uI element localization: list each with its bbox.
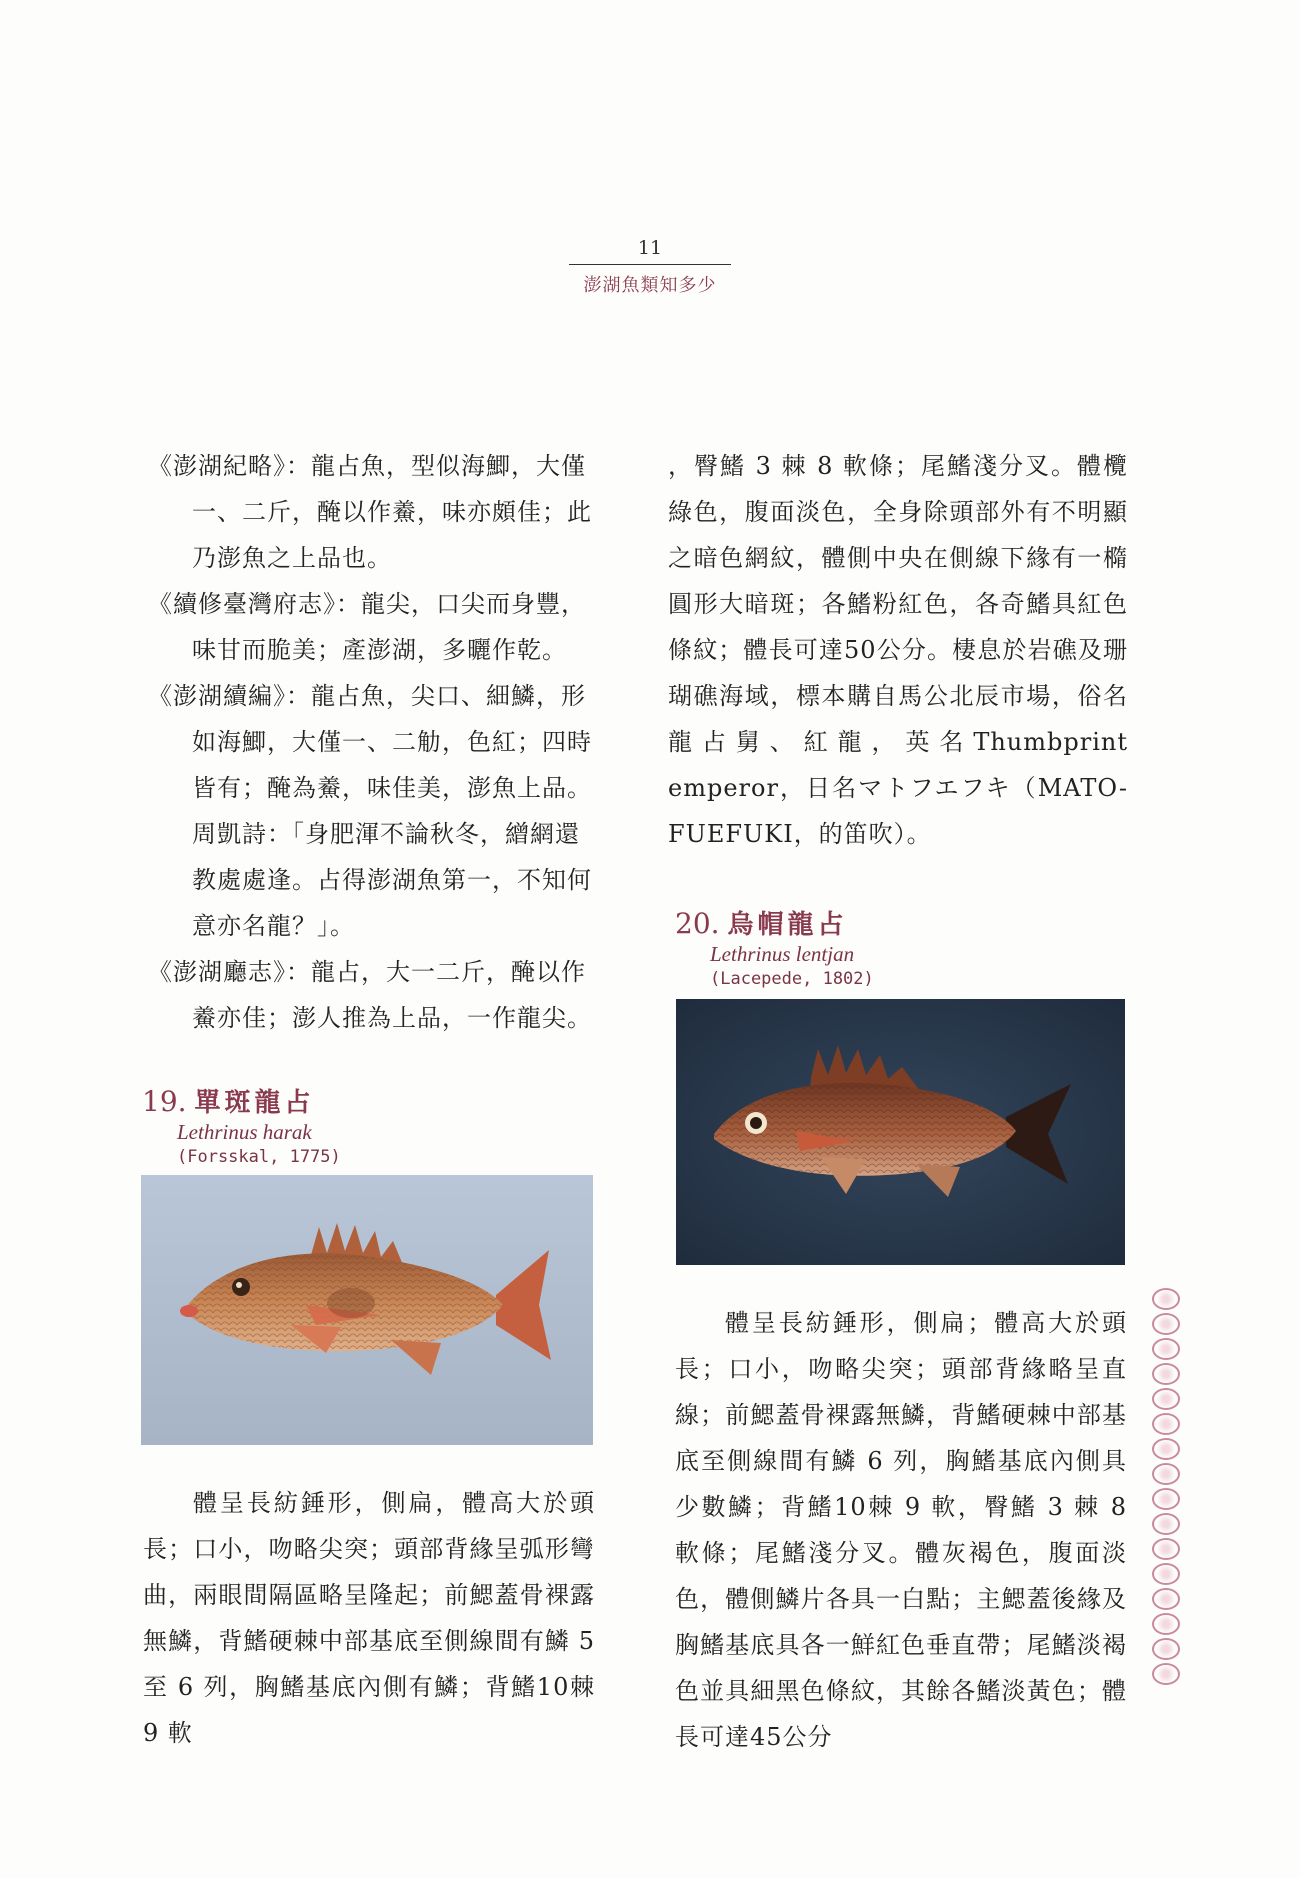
fish-photo-lethrinus-lentjan bbox=[676, 999, 1125, 1265]
fish-photo-icon bbox=[676, 999, 1125, 1265]
fish-photo-lethrinus-harak bbox=[141, 1175, 593, 1445]
reference-entry: 《澎湖廳志》：龍占，大一二斤，醃以作鯗亦佳；澎人推為上品，一作龍尖。 bbox=[148, 958, 592, 1032]
species-chinese-name: 烏帽龍占 bbox=[727, 910, 848, 940]
species-19-heading bbox=[142, 1082, 341, 1169]
running-title: 澎湖魚類知多少 bbox=[583, 275, 717, 296]
reference-entry: 《澎湖續編》：龍占魚，尖口、細鱗，形如海鯽，大僅一、二觔，色紅；四時皆有；醃為鯗，味佳美，澎魚上品。周凱詩：「身肥渾不論秋冬，繒網還教處處逢。占得澎湖魚第一，不知何意亦名龍？」。 bbox=[148, 682, 592, 940]
fish-photo-icon bbox=[141, 1175, 593, 1445]
species-scientific-name: Lethrinus lentjan bbox=[710, 942, 855, 966]
page-header bbox=[0, 236, 1300, 297]
reference-entry: 《澎湖紀略》：龍占魚，型似海鯽，大僅一、二斤，醃以作鯗，味亦頗佳；此乃澎魚之上品也。 bbox=[148, 452, 592, 572]
species-scientific-name: Lethrinus harak bbox=[177, 1120, 312, 1144]
right-column bbox=[668, 443, 1128, 857]
species-number: 20. bbox=[675, 907, 720, 940]
species-19-description bbox=[143, 1480, 595, 1756]
species-authority: (Forsskal, 1775) bbox=[177, 1147, 341, 1167]
left-column bbox=[148, 443, 596, 1041]
description-text: 體呈長紡錘形，側扁，體高大於頭長；口小，吻略尖突；頭部背緣呈弧形彎曲，兩眼間隔區略呈隆起；前鰓蓋骨裸露無鱗，背鰭硬棘中部基底至側線間有鱗 5 至 6 列，胸鰭基底內側有鱗；背鰭10棘 9 軟 bbox=[143, 1489, 595, 1747]
bead-chain-ornament-icon bbox=[1148, 1288, 1184, 1688]
header-divider bbox=[569, 264, 731, 265]
description-text: 體呈長紡錘形，側扁；體高大於頭長；口小，吻略尖突；頭部背緣略呈直線；前鰓蓋骨裸露無鱗，背鰭硬棘中部基底至側線間有鱗 6 列，胸鰭基底內側具少數鱗；背鰭10棘 9 軟，臀鰭 3 棘 8 軟條；尾鰭淺分叉。體灰褐色，腹面淡色，體側鱗片各具一白點；主鰓蓋後緣及胸鰭基底具各一鮮紅色垂直帶；尾鰭淡褐色並具細黑色條紋，其餘各鰭淡黃色；體長可達45公分 bbox=[675, 1309, 1127, 1751]
species-number: 19. bbox=[142, 1085, 187, 1118]
species-authority: (Lacepede, 1802) bbox=[710, 969, 874, 989]
species-20-description bbox=[675, 1300, 1127, 1760]
reference-entry: 《續修臺灣府志》：龍尖，口尖而身豐，味甘而脆美；產澎湖，多曬作乾。 bbox=[148, 590, 586, 664]
species-chinese-name: 單斑龍占 bbox=[194, 1088, 315, 1118]
species-20-heading bbox=[675, 904, 874, 991]
page-number: 11 bbox=[637, 237, 663, 259]
continuation-text: ，臀鰭 3 棘 8 軟條；尾鰭淺分叉。體欖綠色，腹面淡色，全身除頭部外有不明顯之暗色網紋，體側中央在側線下緣有一橢圓形大暗斑；各鰭粉紅色，各奇鰭具紅色條紋；體長可達50公分。棲息於岩礁及珊瑚礁海域，標本購自馬公北辰市場，俗名龍占舅、紅龍，英名Thumbprint emperor，日名マトフエフキ（MATO-FUEFUKI，的笛吹）。 bbox=[668, 452, 1128, 848]
